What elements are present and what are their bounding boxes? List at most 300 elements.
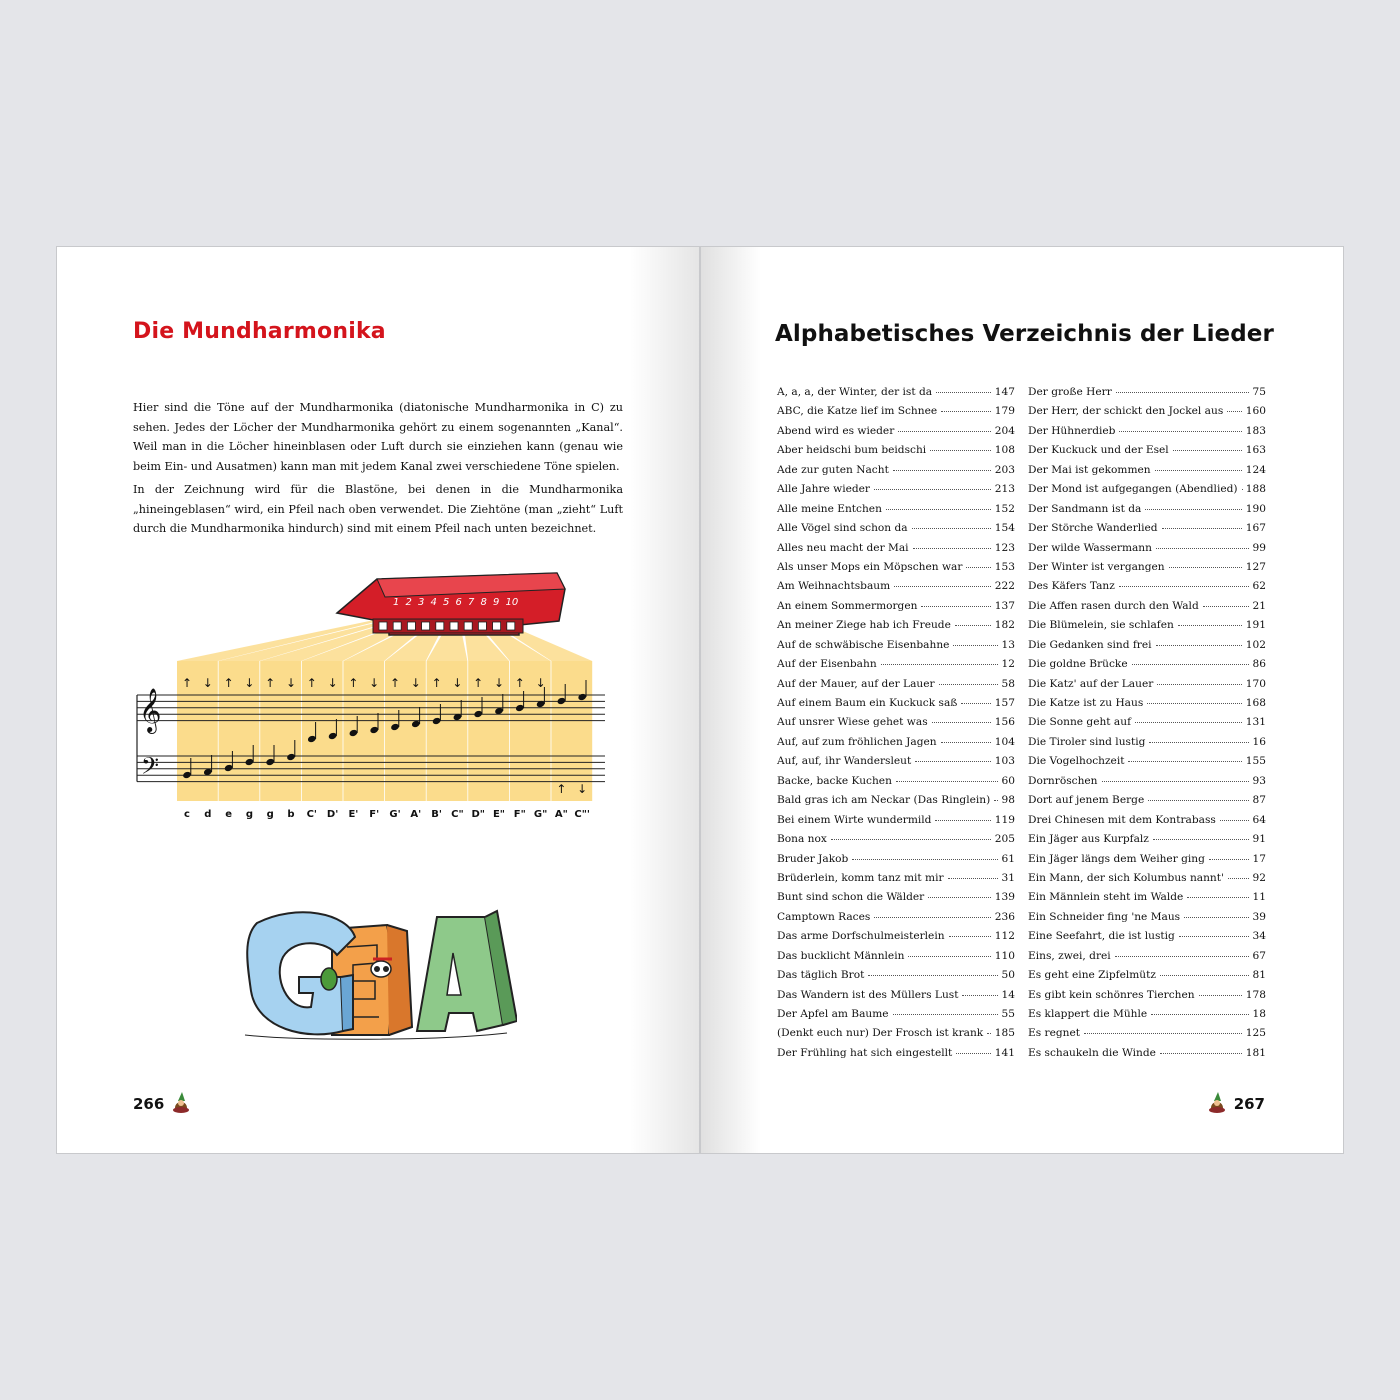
toc-entry-page: 157 <box>994 697 1015 709</box>
note-label: c <box>184 809 190 820</box>
toc-entry <box>1028 464 1266 483</box>
toc-entry <box>1028 755 1266 774</box>
toc-leader-dots <box>941 411 991 412</box>
toc-entry <box>1028 483 1266 502</box>
toc-entry <box>777 833 1015 852</box>
note-label: B' <box>431 809 442 820</box>
toc-entry-page: 167 <box>1245 522 1266 535</box>
toc-entry <box>777 853 1015 872</box>
toc-leader-dots <box>874 917 990 918</box>
note-label: F" <box>513 809 526 820</box>
toc-leader-dots <box>1119 431 1241 432</box>
toc-entry <box>1028 872 1266 891</box>
toc-entry-page: 11 <box>1252 891 1266 904</box>
toc-entry <box>1028 561 1266 580</box>
toc-entry-title: Der Kuckuck und der Esel <box>1028 444 1169 457</box>
toc-leader-dots <box>1184 917 1248 918</box>
toc-entry-page: 62 <box>1252 580 1266 593</box>
toc-entry-title: Das arme Dorfschulmeisterlein <box>777 930 945 943</box>
harmonica-hole <box>450 622 458 630</box>
harmonica-hole-number: 9 <box>493 597 500 608</box>
toc-entry-title: Es klappert die Mühle <box>1028 1008 1148 1020</box>
harmonica-hole <box>393 622 401 630</box>
toc-entry <box>1028 658 1266 677</box>
toc-entry-title: Auf de schwäbische Eisenbahne <box>777 638 950 651</box>
toc-entry-title: Bald gras ich am Neckar (Das Ringlein) <box>777 794 991 807</box>
toc-entry-page: 102 <box>1245 638 1266 651</box>
toc-entry-title: Das täglich Brot <box>777 969 865 982</box>
toc-entry-title: Bruder Jakob <box>777 852 849 865</box>
toc-entry-page: 155 <box>1245 755 1266 768</box>
toc-entry <box>1028 580 1266 599</box>
toc-entry <box>777 464 1015 483</box>
toc-leader-dots <box>966 567 990 568</box>
toc-entry-title: Auf der Eisenbahn <box>777 658 877 671</box>
toc-entry-page: 67 <box>1252 949 1266 962</box>
toc-leader-dots <box>1115 956 1249 957</box>
toc-entry-page: 168 <box>1245 697 1266 709</box>
toc-leader-dots <box>852 859 997 860</box>
harmonica-hole-number: 1 <box>393 597 400 608</box>
toc-entry <box>1028 503 1266 522</box>
toc-leader-dots <box>898 431 991 432</box>
note-label: F' <box>369 809 380 820</box>
toc-entry-page: 213 <box>994 483 1015 496</box>
left-page <box>56 246 700 1154</box>
toc-leader-dots <box>886 509 991 510</box>
toc-entry <box>777 444 1015 463</box>
blow-arrow-icon: ↑ <box>181 676 193 690</box>
note-label: A' <box>410 809 422 820</box>
draw-arrow-icon: ↓ <box>244 676 255 690</box>
toc-entry <box>777 619 1015 638</box>
toc-entry <box>777 503 1015 522</box>
toc-entry <box>777 405 1015 424</box>
toc-entry-title: Auf, auf, ihr Wandersleut <box>777 755 912 768</box>
toc-leader-dots <box>1156 645 1242 646</box>
gnome-icon <box>170 1090 192 1114</box>
toc-entry <box>1028 386 1266 405</box>
toc-entry-title: Alle Vögel sind schon da <box>777 522 908 535</box>
toc-entry <box>1028 930 1266 949</box>
toc-entry-title: Backe, backe Kuchen <box>777 774 892 787</box>
harmonica-hole <box>436 622 444 630</box>
toc-entry-page: 87 <box>1252 794 1266 807</box>
toc-entry-page: 75 <box>1252 386 1266 398</box>
toc-entry <box>1028 1047 1266 1066</box>
toc-entry <box>1028 678 1266 697</box>
note-label: g <box>266 809 274 820</box>
toc-leader-dots <box>1119 586 1249 587</box>
harmonica-hole-number: 2 <box>405 597 412 608</box>
toc-entry-page: 152 <box>994 502 1015 515</box>
toc-leader-dots <box>1147 703 1242 704</box>
toc-leader-dots <box>1179 936 1249 937</box>
draw-arrow-icon: ↓ <box>327 676 338 690</box>
toc-entry-title: Auf unsrer Wiese gehet was <box>777 716 928 729</box>
note-label: G' <box>389 809 401 820</box>
toc-entry-page: 204 <box>994 424 1015 437</box>
note-label: A" <box>554 809 568 820</box>
toc-leader-dots <box>953 645 997 646</box>
note-label: e <box>225 809 232 820</box>
toc-entry <box>1028 911 1266 930</box>
arrow-explanation-paragraph: In der Zeichnung wird für die Blastöne, bei denen in die Mundharmonika „hineingeblasen“ wird, ein Pfeil nach oben verwendet. Die Ziehtöne (man „zieht“ Luft durch die Mundharmonika hindurch) sind mit einem Pfeil nach unten bezeichnet. <box>133 483 623 535</box>
toc-entry <box>777 1008 1015 1027</box>
toc-leader-dots <box>868 975 997 976</box>
note-label: d <box>204 809 212 820</box>
toc-entry <box>777 716 1015 735</box>
note-label: E" <box>492 809 506 820</box>
toc-entry-page: 236 <box>994 910 1015 923</box>
toc-leader-dots <box>1228 878 1249 879</box>
toc-entry-title: An einem Sommermorgen <box>777 599 918 612</box>
toc-entry-title: Der große Herr <box>1028 386 1112 398</box>
toc-entry <box>1028 1008 1266 1027</box>
toc-entry <box>1028 405 1266 424</box>
harmonica-hole-number: 4 <box>430 597 437 608</box>
toc-entry-title: Der Hühnerdieb <box>1028 424 1116 437</box>
toc-leader-dots <box>915 761 991 762</box>
toc-entry-title: Der Mond ist aufgegangen (Abendlied) <box>1028 483 1238 496</box>
blow-arrow-icon: ↑ <box>514 676 525 690</box>
toc-entry-title: Der Sandmann ist da <box>1028 502 1142 515</box>
toc-entry <box>1028 969 1266 988</box>
harmonica-hole-number: 3 <box>418 597 425 608</box>
harmonica-hole-number: 6 <box>455 597 462 608</box>
toc-leader-dots <box>955 625 991 626</box>
toc-entry-title: Es regnet <box>1028 1027 1081 1040</box>
toc-leader-dots <box>893 470 991 471</box>
toc-entry-page: 181 <box>1245 1046 1266 1059</box>
toc-leader-dots <box>1209 859 1249 860</box>
draw-arrow-icon: ↓ <box>577 782 588 796</box>
toc-entry-page: 58 <box>1001 677 1015 690</box>
toc-entry-title: Eine Seefahrt, die ist lustig <box>1028 930 1175 943</box>
toc-entry-title: Abend wird es wieder <box>777 424 895 437</box>
toc-entry-title: Der Herr, der schickt den Jockel aus <box>1028 405 1224 418</box>
toc-entry-title: Die Gedanken sind frei <box>1028 638 1152 651</box>
harmonica-hole-number: 10 <box>505 597 519 608</box>
draw-arrow-icon: ↓ <box>202 676 213 690</box>
blow-arrow-icon: ↑ <box>348 676 359 690</box>
toc-entry-page: 185 <box>994 1027 1015 1040</box>
toc-entry-title: Drei Chinesen mit dem Kontrabass <box>1028 813 1216 826</box>
toc-leader-dots <box>1132 664 1249 665</box>
toc-entry-page: 93 <box>1252 774 1266 787</box>
toc-entry-title: Auf, auf zum fröhlichen Jagen <box>777 735 937 748</box>
toc-leader-dots <box>1178 625 1242 626</box>
toc-entry-page: 39 <box>1252 910 1266 923</box>
toc-leader-dots <box>1148 800 1248 801</box>
toc-entry <box>1028 639 1266 658</box>
toc-entry <box>1028 736 1266 755</box>
toc-entry <box>1028 814 1266 833</box>
toc-entry-page: 124 <box>1245 463 1266 476</box>
toc-entry-page: 12 <box>1001 658 1015 671</box>
toc-leader-dots <box>987 1033 991 1034</box>
toc-leader-dots <box>908 956 990 957</box>
toc-leader-dots <box>1151 1014 1248 1015</box>
toc-entry <box>777 1027 1015 1046</box>
toc-entry-title: Als unser Mops ein Möpschen war <box>777 560 963 573</box>
gutter-shadow <box>629 247 699 1153</box>
harmonica-hole <box>507 622 515 630</box>
toc-leader-dots <box>1157 684 1241 685</box>
toc-entry <box>777 522 1015 541</box>
toc-entry-title: Aber heidschi bum beidschi <box>777 444 927 457</box>
toc-entry-title: Die Tiroler sind lustig <box>1028 735 1146 748</box>
toc-entry-page: 110 <box>994 949 1015 962</box>
toc-entry-title: Der Apfel am Baume <box>777 1008 889 1020</box>
toc-entry-page: 18 <box>1252 1008 1266 1020</box>
toc-entry-title: Es gibt kein schönres Tierchen <box>1028 988 1195 1001</box>
toc-entry-page: 86 <box>1252 658 1266 671</box>
toc-entry <box>1028 950 1266 969</box>
toc-entry-title: Die Vogelhochzeit <box>1028 755 1125 768</box>
toc-leader-dots <box>935 820 990 821</box>
toc-entry-page: 125 <box>1245 1027 1266 1040</box>
toc-leader-dots <box>961 703 990 704</box>
toc-entry-page: 163 <box>1245 444 1266 457</box>
toc-entry-page: 17 <box>1252 852 1266 865</box>
toc-entry-page: 190 <box>1245 502 1266 515</box>
toc-entry-page: 205 <box>994 833 1015 846</box>
toc-entry-title: Der Störche Wanderlied <box>1028 522 1158 535</box>
toc-entry-page: 92 <box>1252 871 1266 884</box>
toc-leader-dots <box>932 722 991 723</box>
toc-entry-title: An meiner Ziege hab ich Freude <box>777 619 951 632</box>
toc-entry-page: 34 <box>1252 930 1266 943</box>
toc-leader-dots <box>1135 722 1242 723</box>
toc-entry <box>777 1047 1015 1066</box>
song-index-column-2 <box>1028 386 1266 1066</box>
toc-entry-title: Bei einem Wirte wundermild <box>777 813 932 826</box>
toc-leader-dots <box>1162 528 1242 529</box>
page-title: Die Mundharmonika <box>133 319 386 344</box>
toc-entry <box>777 483 1015 502</box>
toc-entry-page: 98 <box>1001 794 1015 807</box>
toc-leader-dots <box>1155 470 1242 471</box>
blow-arrow-icon: ↑ <box>431 676 442 690</box>
blow-arrow-icon: ↑ <box>306 676 317 690</box>
toc-leader-dots <box>1187 897 1248 898</box>
toc-entry-page: 154 <box>994 522 1015 535</box>
toc-entry-page: 64 <box>1252 813 1266 826</box>
toc-entry-title: Bona nox <box>777 833 827 846</box>
harmonica-hole-number: 7 <box>468 597 475 608</box>
note-label: C' <box>306 809 318 820</box>
toc-entry-page: 137 <box>994 599 1015 612</box>
toc-entry-page: 108 <box>994 444 1015 457</box>
toc-entry-page: 123 <box>994 541 1015 554</box>
toc-entry <box>777 658 1015 677</box>
draw-arrow-icon: ↓ <box>410 676 421 690</box>
toc-entry-page: 156 <box>994 716 1015 729</box>
gea-logo <box>237 907 517 1047</box>
toc-entry-title: Der Winter ist vergangen <box>1028 560 1165 573</box>
blow-arrow-icon: ↑ <box>556 782 567 796</box>
harmonica-hole <box>478 622 486 630</box>
toc-entry-page: 139 <box>994 891 1015 904</box>
note-label: C" <box>451 809 464 820</box>
toc-entry-page: 127 <box>1245 560 1266 573</box>
toc-leader-dots <box>912 528 991 529</box>
harmonica-hole-number: 8 <box>480 597 487 608</box>
toc-leader-dots <box>893 1014 998 1015</box>
toc-entry-title: Auf einem Baum ein Kuckuck saß <box>777 697 958 709</box>
toc-entry-page: 112 <box>994 930 1015 943</box>
note-label: C"' <box>574 809 591 820</box>
toc-entry-page: 91 <box>1252 833 1266 846</box>
toc-entry-title: Die Katz' auf der Lauer <box>1028 677 1154 690</box>
toc-entry-page: 182 <box>994 619 1015 632</box>
toc-entry <box>1028 1027 1266 1046</box>
harmonica-diagram <box>127 561 627 821</box>
toc-entry <box>1028 619 1266 638</box>
toc-leader-dots <box>1153 839 1249 840</box>
draw-arrow-icon: ↓ <box>285 676 297 690</box>
toc-leader-dots <box>874 489 991 490</box>
toc-entry-title: Ein Jäger längs dem Weiher ging <box>1028 852 1205 865</box>
draw-arrow-icon: ↓ <box>535 676 546 690</box>
toc-entry <box>1028 542 1266 561</box>
index-title: Alphabetisches Verzeichnis der Lieder <box>775 321 1274 347</box>
toc-entry <box>777 639 1015 658</box>
toc-entry-title: Es schaukeln die Winde <box>1028 1046 1156 1059</box>
toc-entry <box>777 891 1015 910</box>
toc-entry-page: 99 <box>1252 541 1266 554</box>
toc-entry-page: 119 <box>994 813 1015 826</box>
toc-leader-dots <box>928 897 991 898</box>
toc-entry <box>777 697 1015 716</box>
toc-entry <box>777 911 1015 930</box>
toc-entry <box>777 814 1015 833</box>
toc-entry-title: Die Affen rasen durch den Wald <box>1028 599 1199 612</box>
toc-entry-title: Das Wandern ist des Müllers Lust <box>777 988 959 1001</box>
toc-leader-dots <box>1173 450 1242 451</box>
toc-entry-page: 50 <box>1001 969 1015 982</box>
toc-entry-page: 61 <box>1001 852 1015 865</box>
toc-leader-dots <box>921 606 990 607</box>
toc-entry-page: 203 <box>994 463 1015 476</box>
gutter-shadow <box>701 247 761 1153</box>
toc-entry <box>1028 775 1266 794</box>
intro-paragraph: Hier sind die Töne auf der Mundharmonika (diatonische Mundharmonika in C) zu sehen. Jedes der Löcher der Mundharmonika gehört zu einem sogenannten „Kanal“. Weil man in die Löcher hineinblasen oder Luft durch sie einziehen kann (genau wie beim Ein- und Ausatmen) kann man mit jedem Kanal zwei verschiedene Töne spielen. <box>133 401 623 473</box>
toc-entry-page: 60 <box>1001 774 1015 787</box>
toc-entry-title: Brüderlein, komm tanz mit mir <box>777 871 944 884</box>
harmonica-channels <box>177 619 592 801</box>
toc-entry-page: 131 <box>1245 716 1266 729</box>
toc-leader-dots <box>956 1053 991 1054</box>
toc-leader-dots <box>949 936 991 937</box>
toc-entry <box>777 969 1015 988</box>
gnome-icon <box>1206 1090 1228 1114</box>
toc-leader-dots <box>994 800 997 801</box>
toc-leader-dots <box>1145 509 1241 510</box>
toc-entry <box>777 950 1015 969</box>
note-label: g <box>245 809 253 820</box>
toc-leader-dots <box>930 450 991 451</box>
toc-entry-title: Es geht eine Zipfelmütz <box>1028 969 1156 982</box>
toc-entry-page: 147 <box>994 386 1015 398</box>
toc-entry-title: Alle meine Entchen <box>777 502 882 515</box>
toc-entry <box>777 386 1015 405</box>
toc-leader-dots <box>913 548 991 549</box>
toc-entry-page: 81 <box>1252 969 1266 982</box>
toc-entry-page: 21 <box>1252 599 1266 612</box>
toc-entry-title: Dornröschen <box>1028 774 1098 787</box>
toc-entry-title: Die goldne Brücke <box>1028 658 1128 671</box>
toc-leader-dots <box>896 781 998 782</box>
toc-entry-title: Camptown Races <box>777 910 871 923</box>
toc-entry-title: Auf der Mauer, auf der Lauer <box>777 677 935 690</box>
toc-entry-title: Alle Jahre wieder <box>777 483 870 496</box>
toc-entry-page: 55 <box>1001 1008 1015 1020</box>
toc-entry-title: Der Mai ist gekommen <box>1028 463 1151 476</box>
toc-entry-title: Die Sonne geht auf <box>1028 716 1131 729</box>
toc-entry-title: Eins, zwei, drei <box>1028 949 1111 962</box>
toc-leader-dots <box>1084 1033 1242 1034</box>
toc-entry-title: Der wilde Wassermann <box>1028 541 1152 554</box>
toc-entry-title: (Denkt euch nur) Der Frosch ist krank <box>777 1027 984 1040</box>
toc-entry-page: 31 <box>1001 871 1015 884</box>
toc-entry-page: 170 <box>1245 677 1266 690</box>
note-label: b <box>287 809 295 820</box>
blow-arrow-icon: ↑ <box>265 676 276 690</box>
toc-entry-title: Ade zur guten Nacht <box>777 463 889 476</box>
toc-entry-title: Am Weihnachtsbaum <box>777 580 891 593</box>
toc-entry <box>1028 444 1266 463</box>
toc-entry-page: 178 <box>1245 988 1266 1001</box>
toc-entry-title: ABC, die Katze lief im Schnee <box>777 405 938 418</box>
harmonica-hole <box>407 622 415 630</box>
toc-leader-dots <box>1149 742 1248 743</box>
draw-arrow-icon: ↓ <box>493 676 505 690</box>
toc-entry-title: A, a, a, der Winter, der ist da <box>777 386 933 398</box>
toc-entry <box>777 561 1015 580</box>
toc-entry-title: Bunt sind schon die Wälder <box>777 891 925 904</box>
toc-entry <box>1028 425 1266 444</box>
toc-entry-page: 160 <box>1245 405 1266 418</box>
toc-leader-dots <box>936 392 991 393</box>
toc-leader-dots <box>894 586 991 587</box>
toc-entry <box>777 678 1015 697</box>
toc-entry <box>1028 891 1266 910</box>
toc-entry-page: 14 <box>1001 988 1015 1001</box>
harmonica-hole <box>493 622 501 630</box>
toc-entry-title: Ein Jäger aus Kurpfalz <box>1028 833 1149 846</box>
page-number: 266 <box>133 1095 165 1113</box>
toc-leader-dots <box>948 878 998 879</box>
toc-entry-title: Ein Männlein steht im Walde <box>1028 891 1184 904</box>
song-index-column-1 <box>777 386 1015 1066</box>
toc-leader-dots <box>1169 567 1242 568</box>
toc-entry <box>1028 697 1266 716</box>
toc-leader-dots <box>1156 548 1249 549</box>
toc-leader-dots <box>881 664 998 665</box>
toc-entry <box>1028 716 1266 735</box>
toc-leader-dots <box>1128 761 1241 762</box>
toc-entry-title: Ein Schneider fing 'ne Maus <box>1028 910 1181 923</box>
note-label: G" <box>533 809 548 820</box>
toc-entry-page: 104 <box>994 735 1015 748</box>
harmonica-hole <box>379 622 387 630</box>
toc-entry-page: 141 <box>994 1046 1015 1059</box>
toc-entry-page: 103 <box>994 755 1015 768</box>
toc-entry-title: Des Käfers Tanz <box>1028 580 1115 593</box>
toc-entry <box>1028 794 1266 813</box>
